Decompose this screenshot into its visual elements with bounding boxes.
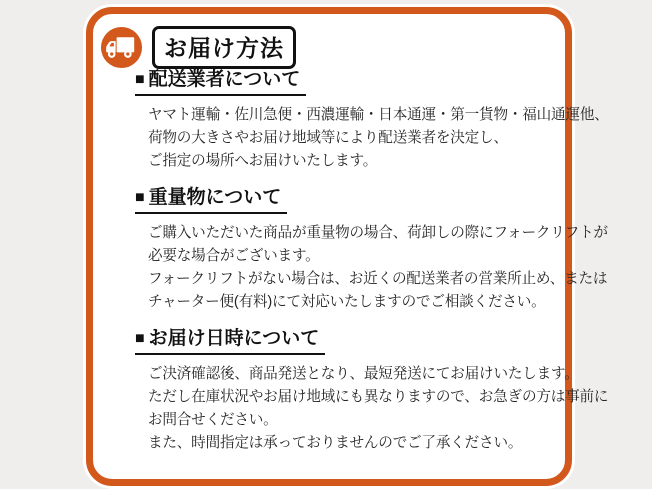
section-heading-label: 重量物について bbox=[148, 187, 282, 208]
section-delivery-datetime bbox=[135, 327, 609, 455]
section-heading-label: 配送業者について bbox=[148, 69, 301, 90]
section-carriers bbox=[135, 68, 609, 173]
section-body-delivery-datetime bbox=[135, 363, 609, 455]
section-body-carriers bbox=[135, 104, 609, 173]
page-title: お届け方法 bbox=[152, 26, 296, 69]
section-heading-label: お届け日時について bbox=[148, 328, 320, 349]
body-line: フォークリフトがない場合は、お近くの配送業者の営業所止め、または bbox=[148, 271, 608, 287]
body-line: ご指定の場所へお届けいたします。 bbox=[148, 153, 378, 169]
section-heading-carriers bbox=[135, 68, 565, 96]
body-line: ご決済確認後、商品発送となり、最短発送にてお届けいたします。 bbox=[148, 366, 579, 382]
section-body-heavy-items bbox=[135, 222, 608, 314]
truck-icon bbox=[100, 26, 143, 69]
square-bullet-icon: ■ bbox=[135, 189, 145, 206]
body-line: 必要な場合がございます。 bbox=[148, 248, 320, 264]
header-row bbox=[100, 26, 296, 69]
section-heavy-items bbox=[135, 186, 608, 314]
section-heading-delivery-datetime bbox=[135, 327, 565, 355]
body-line: お問合せください。 bbox=[148, 412, 278, 428]
body-line: また、時間指定は承っておりませんのでご了承ください。 bbox=[148, 435, 523, 451]
body-line: ご購入いただいた商品が重量物の場合、荷卸しの際にフォークリフトが bbox=[148, 225, 608, 241]
section-heading-heavy-items bbox=[135, 186, 565, 214]
square-bullet-icon: ■ bbox=[135, 330, 145, 347]
body-line: ただし在庫状況やお届け地域にも異なりますので、お急ぎの方は事前に bbox=[148, 389, 609, 405]
body-line: チャーター便(有料)にて対応いたしますのでご相談ください。 bbox=[148, 294, 546, 310]
square-bullet-icon: ■ bbox=[135, 71, 145, 88]
body-line: 荷物の大きさやお届け地域等により配送業者を決定し、 bbox=[148, 130, 508, 146]
sections-container bbox=[135, 68, 609, 468]
body-line: ヤマト運輸・佐川急便・西濃運輸・日本通運・第一貨物・福山通運他、 bbox=[148, 107, 609, 123]
